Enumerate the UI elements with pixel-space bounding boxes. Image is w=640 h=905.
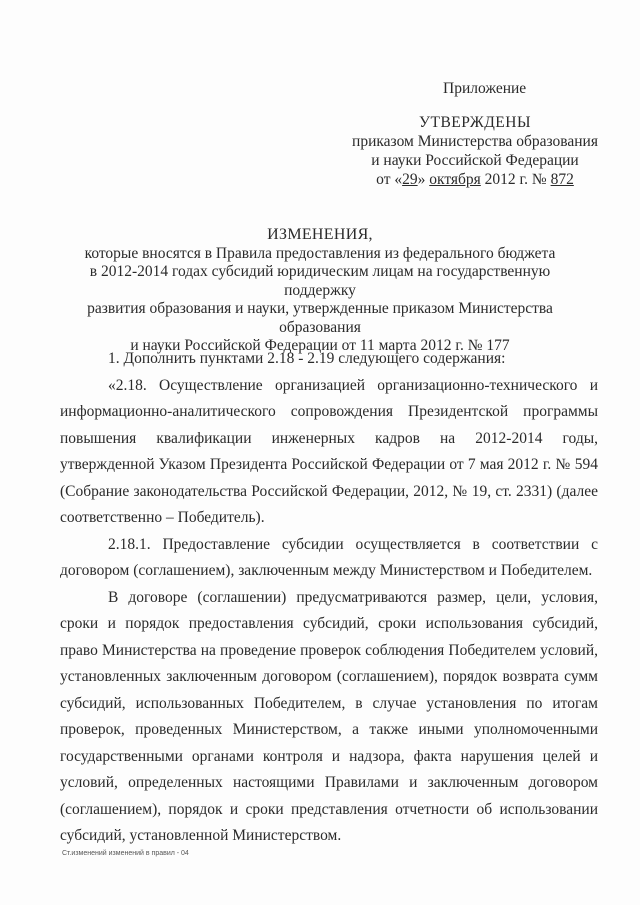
date-prefix: от « — [376, 171, 403, 188]
paragraph-item-1: 1. Дополнить пунктами 2.18 - 2.19 следующего содержания: — [108, 350, 506, 367]
title-line: и науки Российской Федерации от 11 марта 2012 г. № 177 — [130, 337, 510, 354]
title-line: в 2012-2014 годах субсидий юридическим лицам на государственную поддержку — [89, 263, 551, 299]
approval-line-2: и науки Российской Федерации — [371, 152, 579, 169]
paragraph-2-18: «2.18. Осуществление организацией организационно-технического и информационно-аналитического сопровождения Президентской программы повышения квалификации инженерных кадров на 2012-2014 годы, утвержденной Указом Президента Российской Федерации от 7 мая 2012 г. № 594 (Собрание законодательства Российской Федерации, 2012, № 19, ст. 2331) (далее соответственно – Победитель). — [60, 376, 598, 526]
date-day-suffix: » — [417, 171, 430, 188]
order-number: 872 — [550, 171, 574, 188]
title-line: развития образования и науки, утвержденные приказом Министерства образования — [87, 300, 553, 336]
document-body — [60, 346, 598, 850]
approval-date — [340, 170, 610, 189]
date-day: 29 — [402, 171, 418, 188]
footer-filename: Ст.изменений изменений в правил - 04 — [62, 850, 189, 857]
date-month: октября — [429, 171, 481, 188]
approval-stamp — [340, 113, 610, 189]
approval-line-1: приказом Министерства образования — [352, 133, 598, 150]
annex-label: Приложение — [443, 80, 527, 97]
paragraph-2-18-1: 2.18.1. Предоставление субсидии осуществляется в соответствии с договором (соглашением), заключенным между Министерством и Победителем. — [60, 535, 598, 579]
paragraph-agreement-terms: В договоре (соглашении) предусматриваются размер, цели, условия, сроки и порядок предоставления субсидий, сроки использования субсидий, право Министерства на проведение проверок соблюдения Победителем условий, установленных заключенным договором (соглашением), порядок возврата сумм субсидий, использованных Победителем, в случае установления по итогам проверок, проведенных Министерством, а также иными уполномоченными государственными органами контроля и надзора, факта нарушения целей и условий, определенных настоящими Правилами и заключенным договором (соглашением), порядок и сроки представления отчетности об использовании субсидий, установленной Министерством. — [60, 588, 598, 844]
title-line: которые вносятся в Правила предоставления из федерального бюджета — [84, 244, 556, 262]
document-title — [60, 226, 580, 356]
approved-word: УТВЕРЖДЕНЫ — [419, 114, 531, 131]
date-year: 2012 г. № — [480, 171, 551, 188]
title-heading: ИЗМЕНЕНИЯ, — [267, 226, 373, 243]
